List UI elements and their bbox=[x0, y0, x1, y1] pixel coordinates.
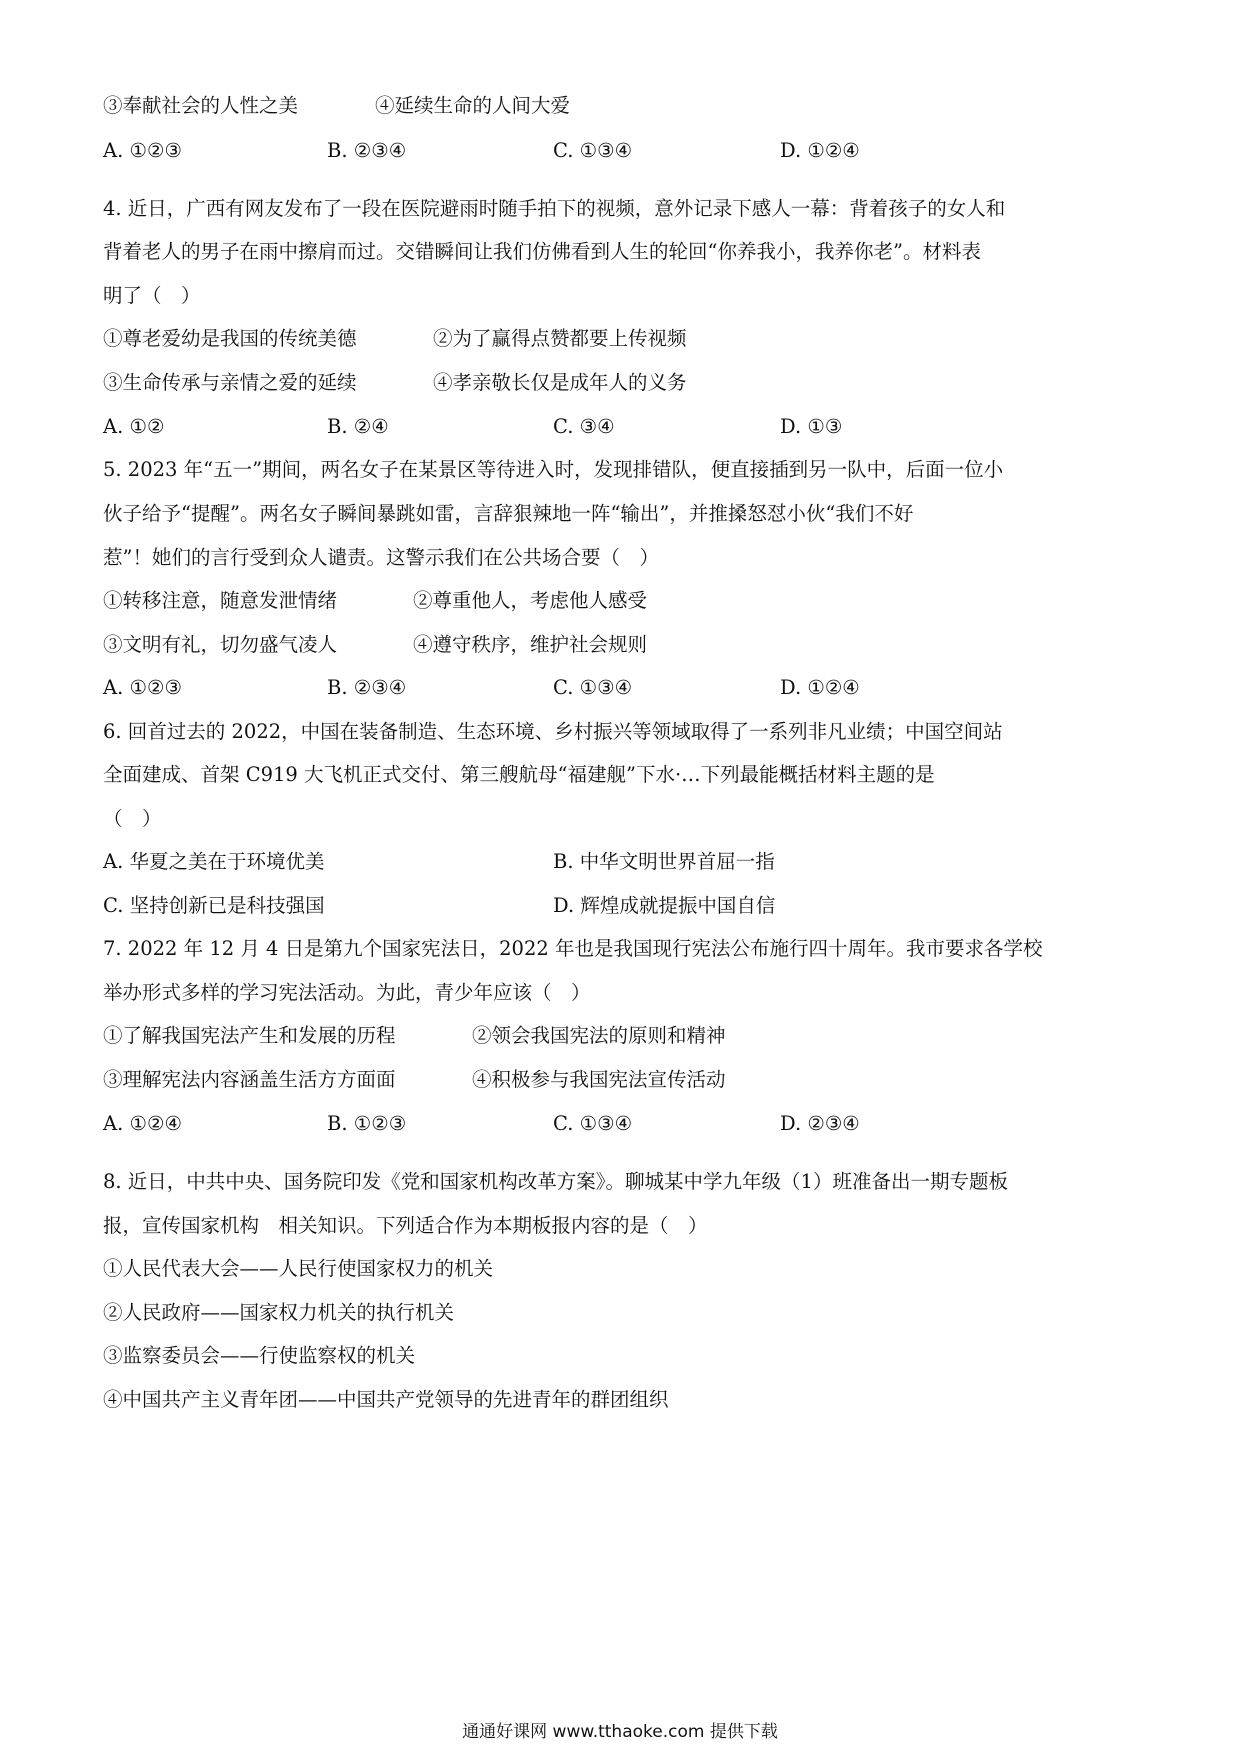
q3-answer-b: B. ②③④ bbox=[327, 139, 407, 162]
q5-answer-c: C. ①③④ bbox=[553, 676, 633, 699]
q5-stem-line-1: 5. 2023 年“五一”期间，两名女子在某景区等待进入时，发现排错队，便直接插到另一队中，后面一位小 bbox=[103, 458, 1004, 481]
q6-option-a: A. 华夏之美在于环境优美 bbox=[103, 850, 325, 873]
q4-answer-d: D. ①③ bbox=[780, 415, 843, 438]
q8-stem-line-2: 报，宣传国家机构 相关知识。下列适合作为本期板报内容的是（ ） bbox=[103, 1214, 708, 1237]
q3-answer-a: A. ①②③ bbox=[103, 139, 182, 162]
q8-item-4: ④中国共产主义青年团——中国共产党领导的先进青年的群团组织 bbox=[103, 1388, 669, 1411]
q5-item-2: ②尊重他人，考虑他人感受 bbox=[413, 589, 648, 612]
q7-item-4: ④积极参与我国宪法宣传活动 bbox=[472, 1068, 726, 1091]
q4-item-3: ③生命传承与亲情之爱的延续 bbox=[103, 371, 357, 394]
q7-answer-c: C. ①③④ bbox=[553, 1112, 633, 1135]
q7-answer-a: A. ①②④ bbox=[103, 1112, 182, 1135]
q8-item-1: ①人民代表大会——人民行使国家权力的机关 bbox=[103, 1257, 494, 1280]
q8-item-3: ③监察委员会——行使监察权的机关 bbox=[103, 1344, 416, 1367]
q4-answer-b: B. ②④ bbox=[327, 415, 389, 438]
q5-item-1: ①转移注意，随意发泄情绪 bbox=[103, 589, 338, 612]
q4-stem-line-2: 背着老人的男子在雨中擦肩而过。交错瞬间让我们仿佛看到人生的轮回“你养我小，我养你老”。材料表 bbox=[103, 240, 981, 263]
q4-item-2: ②为了赢得点赞都要上传视频 bbox=[433, 327, 687, 350]
q7-item-1: ①了解我国宪法产生和发展的历程 bbox=[103, 1024, 396, 1047]
q7-answer-b: B. ①②③ bbox=[327, 1112, 407, 1135]
q4-stem-line-3: 明了（ ） bbox=[103, 284, 201, 307]
q6-option-d: D. 辉煌成就提振中国自信 bbox=[553, 894, 776, 917]
q4-item-4: ④孝亲敬长仅是成年人的义务 bbox=[433, 371, 687, 394]
q4-stem-line-1: 4. 近日，广西有网友发布了一段在医院避雨时随手拍下的视频，意外记录下感人一幕：背着孩子的女人和 bbox=[103, 197, 1006, 220]
q7-item-2: ②领会我国宪法的原则和精神 bbox=[472, 1024, 726, 1047]
q4-answer-a: A. ①② bbox=[103, 415, 165, 438]
q7-item-3: ③理解宪法内容涵盖生活方方面面 bbox=[103, 1068, 396, 1091]
q8-item-2: ②人民政府——国家权力机关的执行机关 bbox=[103, 1301, 455, 1324]
q5-answer-a: A. ①②③ bbox=[103, 676, 182, 699]
q6-option-c: C. 坚持创新已是科技强国 bbox=[103, 894, 325, 917]
q5-item-3: ③文明有礼，切勿盛气凌人 bbox=[103, 633, 338, 656]
q5-item-4: ④遵守秩序，维护社会规则 bbox=[413, 633, 648, 656]
q3-answer-d: D. ①②④ bbox=[780, 139, 860, 162]
q5-stem-line-2: 伙子给予“提醒”。两名女子瞬间暴跳如雷，言辞狠辣地一阵“输出”，并推搡怒怼小伙“我们不好 bbox=[103, 502, 914, 525]
q3-item-4: ④延续生命的人间大爱 bbox=[375, 94, 571, 117]
q3-item-3: ③奉献社会的人性之美 bbox=[103, 94, 299, 117]
q6-option-b: B. 中华文明世界首屈一指 bbox=[553, 850, 775, 873]
q6-stem-line-3: （ ） bbox=[103, 807, 162, 830]
page-footer: 通通好课网 www.tthaoke.com 提供下载 bbox=[462, 1722, 778, 1742]
q6-stem-line-2: 全面建成、首架 C919 大飞机正式交付、第三艘航母“福建舰”下水·…下列最能概括材料主题的是 bbox=[103, 763, 935, 786]
q5-stem-line-3: 惹”！她们的言行受到众人谴责。这警示我们在公共场合要（ ） bbox=[103, 546, 659, 569]
q7-stem-line-2: 举办形式多样的学习宪法活动。为此，青少年应该（ ） bbox=[103, 981, 591, 1004]
q4-answer-c: C. ③④ bbox=[553, 415, 615, 438]
q6-stem-line-1: 6. 回首过去的 2022，中国在装备制造、生态环境、乡村振兴等领域取得了一系列非凡业绩；中国空间站 bbox=[103, 720, 1003, 743]
q8-stem-line-1: 8. 近日，中共中央、国务院印发《党和国家机构改革方案》。聊城某中学九年级（1）班准备出一期专题板 bbox=[103, 1170, 1008, 1193]
q5-answer-d: D. ①②④ bbox=[780, 676, 860, 699]
q5-answer-b: B. ②③④ bbox=[327, 676, 407, 699]
q3-answer-c: C. ①③④ bbox=[553, 139, 633, 162]
q4-item-1: ①尊老爱幼是我国的传统美德 bbox=[103, 327, 357, 350]
q7-stem-line-1: 7. 2022 年 12 月 4 日是第九个国家宪法日，2022 年也是我国现行宪法公布施行四十周年。我市要求各学校 bbox=[103, 937, 1043, 960]
q7-answer-d: D. ②③④ bbox=[780, 1112, 860, 1135]
